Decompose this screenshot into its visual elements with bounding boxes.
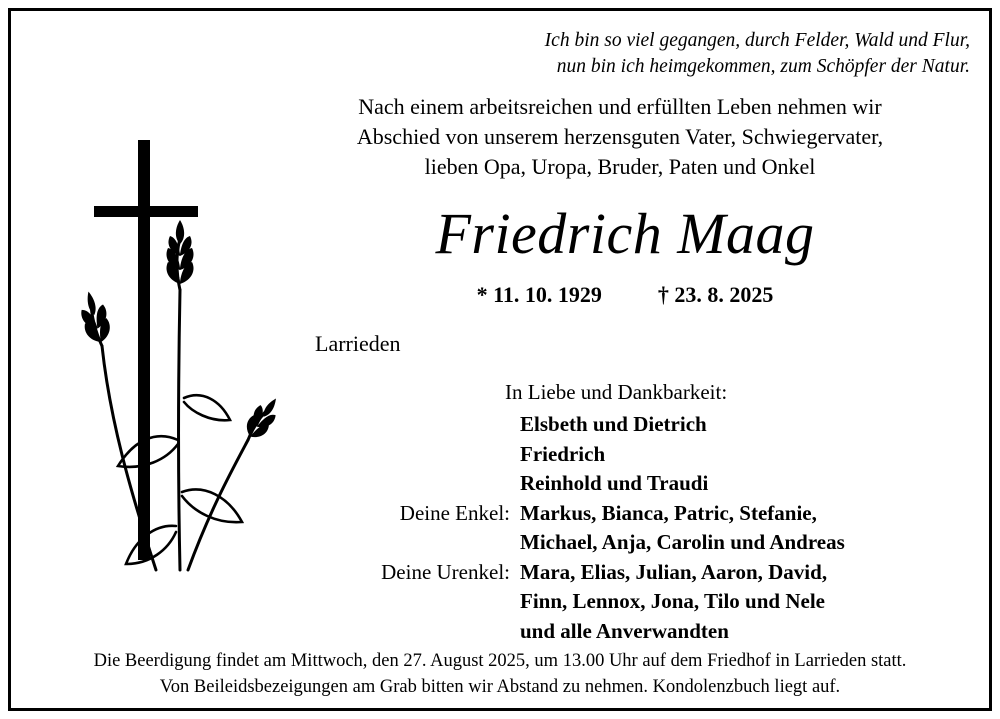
motif-illustration bbox=[60, 140, 310, 610]
family-label: Deine Urenkel: bbox=[381, 559, 510, 584]
verse-line-1: Ich bin so viel gegangen, durch Felder, Wald und Flur, bbox=[544, 30, 970, 51]
death-date: † 23. 8. 2025 bbox=[657, 282, 774, 307]
family-names: Markus, Bianca, Patric, Stefanie, bbox=[520, 500, 817, 525]
wheat-icon bbox=[76, 220, 285, 570]
deceased-name: Friedrich Maag bbox=[435, 201, 815, 266]
family-names: Mara, Elias, Julian, Aaron, David, bbox=[520, 559, 828, 584]
family-names: Friedrich bbox=[520, 441, 606, 466]
birth-date: * 11. 10. 1929 bbox=[476, 282, 602, 307]
funeral-details bbox=[30, 648, 970, 700]
dedication-text: In Liebe und Dankbarkeit: bbox=[505, 380, 728, 404]
intro-line-3: lieben Opa, Uropa, Bruder, Paten und Onkel bbox=[424, 154, 816, 179]
list-item bbox=[330, 499, 930, 529]
list-item bbox=[330, 528, 930, 558]
list-item bbox=[330, 617, 930, 647]
intro-line-2: Abschied von unserem herzensguten Vater, Schwiegervater, bbox=[356, 124, 884, 149]
intro-block bbox=[300, 92, 940, 182]
place-name: Larrieden bbox=[315, 331, 401, 356]
list-item bbox=[330, 558, 930, 588]
family-names: Michael, Anja, Carolin und Andreas bbox=[520, 530, 845, 554]
family-names: Elsbeth und Dietrich bbox=[520, 412, 707, 436]
family-list bbox=[330, 410, 930, 646]
family-names: und alle Anverwandten bbox=[520, 618, 729, 643]
list-item bbox=[330, 410, 930, 440]
intro-line-1: Nach einem arbeitsreichen und erfüllten Leben nehmen wir bbox=[358, 94, 882, 119]
family-names: Reinhold und Traudi bbox=[520, 471, 709, 495]
funeral-line-1: Die Beerdigung findet am Mittwoch, den 27. August 2025, um 13.00 Uhr auf dem Friedhof in Larrieden statt. bbox=[93, 651, 907, 671]
life-dates bbox=[300, 281, 950, 309]
cross-icon bbox=[60, 140, 310, 610]
family-label: Deine Enkel: bbox=[399, 500, 510, 525]
list-item bbox=[330, 587, 930, 617]
list-item bbox=[330, 469, 930, 499]
verse-block bbox=[330, 28, 970, 80]
funeral-line-2: Von Beileidsbezeigungen am Grab bitten wir Abstand zu nehmen. Kondolenzbuch liegt auf. bbox=[159, 677, 841, 697]
verse-line-2: nun bin ich heimgekommen, zum Schöpfer der Natur. bbox=[556, 56, 970, 77]
family-names: Finn, Lennox, Jona, Tilo und Nele bbox=[520, 589, 825, 613]
list-item bbox=[330, 440, 930, 470]
